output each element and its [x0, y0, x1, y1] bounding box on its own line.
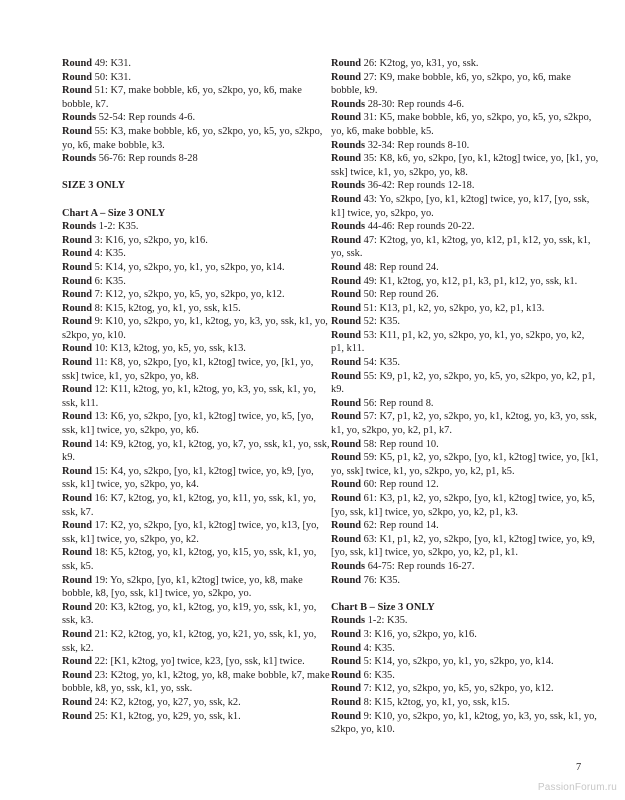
round-label: Round — [331, 533, 362, 545]
round-instruction — [331, 655, 599, 669]
round-label: Round — [62, 601, 93, 613]
round-instruction — [331, 478, 599, 492]
round-label: Round — [62, 248, 93, 260]
round-label: Round — [331, 357, 362, 369]
round-instruction — [62, 315, 330, 342]
round-text: 14: K9, k2tog, yo, k1, k2tog, yo, k7, yo, ssk, k1, yo, ssk, k9. — [62, 438, 330, 464]
round-label: Round — [331, 329, 362, 341]
round-label: Round — [62, 85, 93, 97]
round-label: Round — [331, 479, 362, 491]
round-instruction — [62, 465, 330, 492]
round-label: Round — [331, 234, 362, 246]
round-label: Round — [331, 71, 362, 83]
round-label: Round — [62, 669, 93, 681]
round-instruction — [62, 234, 330, 248]
round-text: 20: K3, k2tog, yo, k1, k2tog, yo, k19, yo, ssk, k1, yo, ssk, k3. — [62, 601, 317, 627]
round-label: Round — [62, 275, 93, 287]
round-instruction — [62, 152, 330, 166]
round-instruction — [62, 574, 330, 601]
round-instruction — [331, 669, 599, 683]
round-text: 3: K16, yo, s2kpo, yo, k16. — [92, 234, 208, 246]
round-label: Rounds — [62, 221, 97, 233]
round-instruction — [62, 57, 330, 71]
page-number: 7 — [576, 762, 582, 773]
round-instruction — [62, 492, 330, 519]
round-label: Rounds — [331, 560, 366, 572]
round-label: Round — [331, 397, 362, 409]
round-text: 8: K15, k2tog, yo, k1, yo, ssk, k15. — [361, 696, 510, 708]
round-instruction — [331, 574, 599, 588]
round-label: Round — [62, 357, 93, 369]
round-instruction — [331, 642, 599, 656]
round-text: 52-54: Rep rounds 4-6. — [96, 112, 196, 124]
round-text: 64-75: Rep rounds 16-27. — [365, 560, 475, 572]
round-instruction — [62, 601, 330, 628]
round-instruction — [331, 329, 599, 356]
round-text: 25: K1, k2tog, yo, k29, yo, ssk, k1. — [92, 710, 241, 722]
round-instruction — [62, 111, 330, 125]
round-label: Round — [331, 656, 362, 668]
round-label: Round — [331, 683, 362, 695]
round-instruction — [331, 614, 599, 628]
round-text: 59: K5, p1, k2, yo, s2kpo, [yo, k1, k2tog] twice, yo, [k1, yo, ssk] twice, k1, yo, s2kpo, yo, k2, p1, k5. — [331, 452, 599, 477]
round-text: 13: K6, yo, s2kpo, [yo, k1, k2tog] twice, yo, k5, [yo, ssk, k1] twice, yo, s2kpo, yo, k6. — [62, 411, 314, 437]
round-text: 52: K35. — [361, 316, 401, 328]
round-label: Round — [331, 452, 362, 464]
round-instruction — [331, 628, 599, 642]
spacer — [62, 166, 330, 180]
round-instruction — [331, 234, 599, 261]
round-instruction — [62, 710, 330, 724]
round-instruction — [62, 71, 330, 85]
round-instruction — [62, 438, 330, 465]
round-text: 47: K2tog, yo, k1, k2tog, yo, k12, p1, k12, yo, ssk, k1, yo, ssk. — [331, 234, 591, 260]
section-heading: Chart A – Size 3 ONLY — [62, 207, 166, 219]
round-instruction — [331, 220, 599, 234]
round-instruction — [62, 247, 330, 261]
round-text: 57: K7, p1, k2, yo, s2kpo, yo, k1, k2tog, yo, k3, yo, ssk, k1, yo, s2kpo, yo, k2, p1, k7. — [331, 411, 597, 437]
round-label: Round — [331, 438, 362, 450]
spacer — [62, 193, 330, 207]
round-text: 56: Rep round 8. — [361, 397, 434, 409]
round-text: 1-2: K35. — [96, 221, 139, 233]
round-text: 6: K35. — [361, 669, 395, 681]
round-text: 1-2: K35. — [365, 615, 408, 627]
round-instruction — [331, 179, 599, 193]
round-text: 31: K5, make bobble, k6, yo, s2kpo, yo, k5, yo, s2kpo, yo, k6, make bobble, k5. — [331, 112, 592, 137]
section-heading: Chart B – Size 3 ONLY — [331, 601, 435, 613]
round-instruction — [331, 98, 599, 112]
round-label: Round — [62, 58, 93, 69]
round-label: Round — [62, 628, 93, 640]
round-instruction — [331, 315, 599, 329]
round-instruction — [331, 410, 599, 437]
round-label: Rounds — [331, 221, 366, 233]
round-instruction — [331, 710, 599, 737]
round-instruction — [62, 519, 330, 546]
round-instruction — [62, 628, 330, 655]
round-instruction — [62, 288, 330, 302]
round-label: Round — [331, 628, 362, 640]
round-instruction — [331, 261, 599, 275]
round-label: Round — [331, 370, 362, 382]
round-label: Round — [62, 520, 93, 532]
round-instruction — [331, 451, 599, 478]
round-text: 16: K7, k2tog, yo, k1, k2tog, yo, k11, yo, ssk, k1, yo, ssk, k7. — [62, 493, 316, 518]
round-text: 28-30: Rep rounds 4-6. — [365, 98, 465, 110]
round-text: 44-46: Rep rounds 20-22. — [365, 221, 475, 233]
round-text: 35: K8, k6, yo, s2kpo, [yo, k1, k2tog] twice, yo, [k1, yo, ssk] twice, k1, yo, s2kpo, yo, k8. — [331, 153, 599, 178]
round-text: 61: K3, p1, k2, yo, s2kpo, [yo, k1, k2tog] twice, yo, k5, [yo, ssk, k1] twice, yo, s2kpo, yo, k2, p1, k3. — [331, 493, 595, 518]
round-instruction — [62, 261, 330, 275]
round-instruction — [62, 125, 330, 152]
round-text: 32-34: Rep rounds 8-10. — [365, 139, 470, 151]
round-text: 55: K3, make bobble, k6, yo, s2kpo, yo, k5, yo, s2kpo, yo, k6, make bobble, k3. — [62, 125, 323, 151]
round-text: 4: K35. — [92, 248, 126, 260]
round-label: Round — [62, 289, 93, 301]
round-instruction — [331, 275, 599, 289]
round-instruction — [331, 356, 599, 370]
round-label: Round — [62, 493, 93, 504]
round-label: Round — [62, 411, 93, 423]
round-instruction — [62, 220, 330, 234]
round-label: Round — [62, 125, 93, 137]
round-label: Round — [331, 411, 362, 423]
round-instruction — [331, 71, 599, 98]
round-text: 50: K31. — [92, 71, 132, 83]
round-instruction — [62, 696, 330, 710]
round-text: 9: K10, yo, s2kpo, yo, k1, k2tog, yo, k3, yo, ssk, k1, yo, s2kpo, yo, k10. — [331, 710, 597, 736]
round-instruction — [331, 560, 599, 574]
round-text: 27: K9, make bobble, k6, yo, s2kpo, yo, k6, make bobble, k9. — [331, 71, 571, 97]
round-instruction — [331, 492, 599, 519]
round-label: Rounds — [331, 139, 366, 151]
round-label: Round — [331, 289, 362, 301]
round-label: Rounds — [62, 112, 97, 124]
round-instruction — [331, 519, 599, 533]
round-instruction — [331, 696, 599, 710]
round-text: 50: Rep round 26. — [361, 289, 439, 301]
round-text: 8: K15, k2tog, yo, k1, yo, ssk, k15. — [92, 302, 241, 314]
round-text: 3: K16, yo, s2kpo, yo, k16. — [361, 628, 477, 640]
round-text: 24: K2, k2tog, yo, k27, yo, ssk, k2. — [92, 696, 241, 708]
round-instruction — [331, 438, 599, 452]
round-instruction — [62, 302, 330, 316]
round-text: 12: K11, k2tog, yo, k1, k2tog, yo, k3, yo, ssk, k1, yo, ssk, k11. — [62, 384, 316, 409]
right-column — [331, 57, 599, 737]
round-text: 7: K12, yo, s2kpo, yo, k5, yo, s2kpo, yo, k12. — [361, 683, 554, 695]
round-label: Round — [62, 302, 93, 314]
round-text: 17: K2, yo, s2kpo, [yo, k1, k2tog] twice, yo, k13, [yo, ssk, k1] twice, yo, s2kpo, yo, k2. — [62, 520, 319, 545]
round-label: Rounds — [331, 180, 366, 192]
round-label: Round — [62, 261, 93, 273]
round-label: Round — [331, 696, 362, 708]
round-instruction — [62, 669, 330, 696]
round-instruction — [62, 356, 330, 383]
round-label: Round — [62, 574, 93, 586]
round-label: Round — [62, 656, 93, 668]
round-label: Round — [331, 574, 362, 586]
round-text: 10: K13, k2tog, yo, k5, yo, ssk, k13. — [92, 343, 246, 355]
round-label: Round — [62, 316, 93, 328]
round-text: 63: K1, p1, k2, yo, s2kpo, [yo, k1, k2tog] twice, yo, k9, [yo, ssk, k1] twice, yo, s2kpo, yo, k2, p1, k1. — [331, 533, 595, 559]
round-text: 7: K12, yo, s2kpo, yo, k5, yo, s2kpo, yo, k12. — [92, 289, 285, 301]
round-text: 49: K1, k2tog, yo, k12, p1, k3, p1, k12, yo, ssk, k1. — [361, 275, 578, 287]
round-text: 48: Rep round 24. — [361, 261, 439, 273]
round-text: 11: K8, yo, s2kpo, [yo, k1, k2tog] twice, yo, [k1, yo, ssk] twice, k1, yo, s2kpo, yo, k8. — [62, 357, 314, 382]
round-instruction — [331, 533, 599, 560]
round-instruction — [331, 111, 599, 138]
round-label: Round — [331, 261, 362, 273]
round-label: Round — [62, 343, 93, 355]
round-instruction — [331, 370, 599, 397]
watermark: PassionForum.ru — [537, 782, 617, 793]
round-text: 36-42: Rep rounds 12-18. — [365, 180, 475, 192]
round-label: Round — [331, 493, 362, 504]
round-label: Round — [62, 438, 93, 450]
round-text: 18: K5, k2tog, yo, k1, k2tog, yo, k15, yo, ssk, k1, yo, ssk, k5. — [62, 547, 317, 572]
round-instruction — [331, 139, 599, 153]
round-text: 5: K14, yo, s2kpo, yo, k1, yo, s2kpo, yo, k14. — [92, 261, 285, 273]
round-label: Round — [62, 71, 93, 83]
round-instruction — [331, 302, 599, 316]
round-text: 62: Rep round 14. — [361, 520, 439, 532]
round-text: 23: K2tog, yo, k1, k2tog, yo, k8, make bobble, k7, make bobble, k8, yo, ssk, k1, yo, ssk. — [62, 669, 330, 695]
round-label: Round — [331, 58, 362, 69]
round-text: 58: Rep round 10. — [361, 438, 439, 450]
round-text: 55: K9, p1, k2, yo, s2kpo, yo, k5, yo, s2kpo, yo, k2, p1, k9. — [331, 370, 596, 396]
round-text: 26: K2tog, yo, k31, yo, ssk. — [361, 58, 479, 69]
round-label: Round — [331, 520, 362, 532]
round-text: 4: K35. — [361, 642, 395, 654]
round-instruction — [62, 342, 330, 356]
round-label: Round — [62, 465, 93, 477]
round-instruction — [62, 546, 330, 573]
round-instruction — [62, 655, 330, 669]
round-label: Round — [331, 275, 362, 287]
spacer — [331, 587, 599, 601]
round-label: Round — [331, 153, 362, 165]
round-text: 51: K13, p1, k2, yo, s2kpo, yo, k2, p1, k13. — [361, 302, 545, 314]
round-text: 49: K31. — [92, 58, 132, 69]
round-text: 6: K35. — [92, 275, 126, 287]
round-instruction — [331, 57, 599, 71]
round-label: Round — [62, 234, 93, 246]
round-label: Round — [331, 710, 362, 722]
round-instruction — [331, 682, 599, 696]
round-instruction — [331, 397, 599, 411]
round-instruction — [62, 84, 330, 111]
round-instruction — [62, 275, 330, 289]
round-label: Rounds — [331, 615, 366, 627]
round-label: Round — [331, 112, 362, 124]
round-text: 76: K35. — [361, 574, 401, 586]
round-text: 9: K10, yo, s2kpo, yo, k1, k2tog, yo, k3, yo, ssk, k1, yo, s2kpo, yo, k10. — [62, 316, 328, 341]
round-text: 21: K2, k2tog, yo, k1, k2tog, yo, k21, yo, ssk, k1, yo, ssk, k2. — [62, 628, 317, 654]
round-instruction — [62, 410, 330, 437]
round-label: Rounds — [62, 153, 97, 165]
round-text: 22: [K1, k2tog, yo] twice, k23, [yo, ssk, k1] twice. — [92, 656, 305, 668]
round-text: 51: K7, make bobble, k6, yo, s2kpo, yo, k6, make bobble, k7. — [62, 85, 302, 110]
round-text: 56-76: Rep rounds 8-28 — [96, 153, 198, 165]
round-instruction — [62, 383, 330, 410]
round-label: Round — [62, 710, 93, 722]
round-text: 19: Yo, s2kpo, [yo, k1, k2tog] twice, yo, k8, make bobble, k8, [yo, ssk, k1] twice, yo, s2kpo, yo. — [62, 574, 303, 600]
round-label: Round — [62, 696, 93, 708]
round-instruction — [331, 193, 599, 220]
round-text: 43: Yo, s2kpo, [yo, k1, k2tog] twice, yo, k17, [yo, ssk, k1] twice, yo, s2kpo, yo. — [331, 193, 590, 219]
round-instruction — [331, 288, 599, 302]
section-heading: SIZE 3 ONLY — [62, 180, 126, 192]
round-text: 60: Rep round 12. — [361, 479, 439, 491]
round-label: Round — [331, 669, 362, 681]
round-label: Rounds — [331, 98, 366, 110]
left-column — [62, 57, 330, 723]
round-label: Round — [62, 384, 93, 396]
round-text: 54: K35. — [361, 357, 401, 369]
round-label: Round — [331, 302, 362, 314]
round-text: 15: K4, yo, s2kpo, [yo, k1, k2tog] twice, yo, k9, [yo, ssk, k1] twice, yo, s2kpo, yo, k4. — [62, 465, 314, 491]
round-text: 53: K11, p1, k2, yo, s2kpo, yo, k1, yo, s2kpo, yo, k2, p1, k11. — [331, 329, 585, 355]
round-instruction — [331, 152, 599, 179]
round-label: Round — [62, 547, 93, 559]
round-label: Round — [331, 642, 362, 654]
round-label: Round — [331, 316, 362, 328]
round-text: 5: K14, yo, s2kpo, yo, k1, yo, s2kpo, yo, k14. — [361, 656, 554, 668]
round-label: Round — [331, 193, 362, 205]
